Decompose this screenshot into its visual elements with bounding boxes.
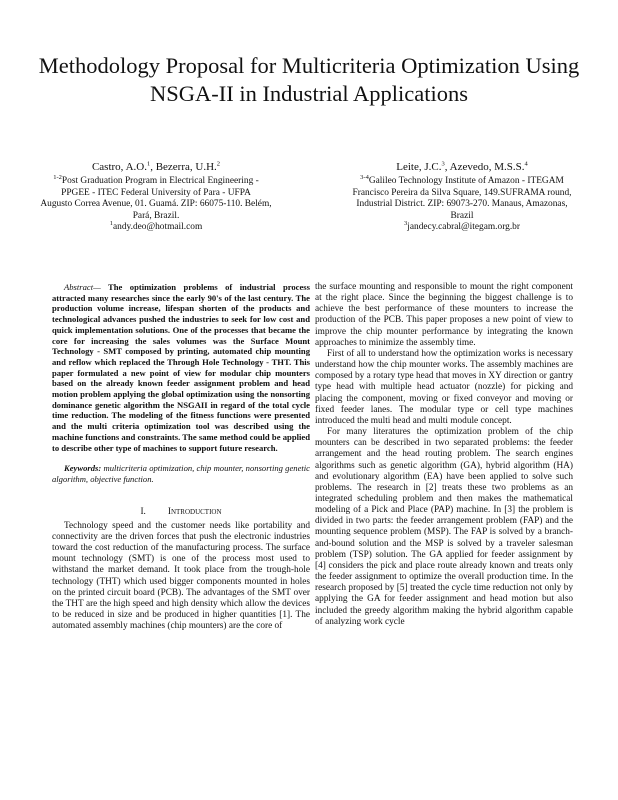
body-paragraph: Technology speed and the customer needs like portability and connectivity are the driven forces that push the electronic industries toward the cost reduction of the manufacturing process. The surface mount technology (SMT) is one of the process most used to withstand the market demand. It took place from the trough-hole technology (THT) which used bigger components mounted in holes on the printed circuit board (PCB). The advantages of the SMT over the THT are the high speed and high density which allow the devices to be reduced in size and be produced in higher quantities [1]. The automated assembly machines (chip mounters) are the core of [52, 520, 310, 632]
abstract [52, 282, 310, 453]
author-name: Castro, A.O. [91, 161, 147, 173]
email-sup: 3 [403, 220, 408, 228]
author-sup: 1 [146, 160, 151, 168]
email-text: jandecy.cabral@itegam.org.br [407, 222, 520, 233]
email-sup: 1 [109, 220, 113, 228]
keywords [52, 463, 310, 484]
body-paragraph: First of all to understand how the optimization works is necessary understand how the chip mounter works. The assembly machines are composed by a rotary type head that moves in XY direction or gantry type head with multiple head actuator (nozzle) for picking and placing the component, moving or fixed conveyor and moving or fixed feeder lanes. The modular type or cell type machines introduced the multi head and multi module concept. [315, 348, 573, 426]
author-name: Bezerra, U.H. [155, 161, 217, 173]
author-sup: 2 [216, 160, 221, 168]
author-names [6, 160, 306, 174]
affiliation-text: Galileo Technology Institute of Amazon - ITEGAM [368, 176, 564, 186]
affiliation-line: Pará, Brazil. [132, 210, 180, 221]
author-sup: 3 [441, 160, 445, 168]
affiliation-sup: 3-4 [360, 173, 369, 181]
body-paragraph: For many literatures the optimization problem of the chip mounters can be described in two separated problems: the feeder arrangement and the head routing problem. The search engines algorithms such as genetic algorithm (GA), hybrid algorithm (HA) and evolutionary algorithm (EA) have been applied to solve such problems. The research in [2] treats these two problems as an integrated scheduling problem and then makes the mathematical modeling of a Pick and Place (PAP) machine. In [3] the problem is divided in two parts: the feeder arrangement problem (FAP) and the mounting sequence problem (MSP). The FAP is solved by a branch-and-bound solution and the MSP is solved by a traveler salesman problem (TSP) solution. The GA applied for feeder assignment by [4] considers the pick and place route already known and treats only the feeder assignment to optimize the overall production time. In the research proposed by [5] treated the cycle time reduction not only by applying the GA for feeder assignment and head motion but also included the greedy algorithm making the hybrid algorithm capable of analyzing work cycle [315, 427, 573, 627]
author-block-left [6, 160, 306, 234]
author-names [312, 160, 612, 174]
body-paragraph: the surface mounting and responsible to mount the right component at the right place. Since the beginning the biggest challenge is to achieve the best performance of these mounters to increase the production of the PCB. This paper proposes a new point of view to improve the chip mounter performance by integrating the known approaches to minimize the assembly time. [315, 282, 573, 348]
affiliation-line [312, 173, 612, 188]
author-separator: , [444, 161, 450, 173]
affiliation-line [6, 173, 306, 188]
affiliation-line: Brazil [450, 210, 474, 221]
title-line-2: NSGA-II in Industrial Applications [149, 81, 469, 106]
keywords-label: Keywords: [64, 463, 102, 474]
affiliation-line: PPGEE - ITEC Federal University of Para - UFPA [61, 187, 251, 198]
affiliation-sup: 1-2 [53, 173, 62, 181]
affiliation-line: Augusto Correa Avenue, 01. Guamá. ZIP: 66075-110. Belém, [40, 199, 272, 210]
author-name: Leite, J.C. [396, 161, 442, 173]
right-column [315, 282, 573, 628]
keywords-text: multicriteria optimization, chip mounter, nonsorting genetic algorithm, objective function. [52, 463, 310, 484]
author-name: Azevedo, M.S.S. [449, 161, 525, 173]
affiliation-line: Francisco Pereira da Silva Square, 149.SUFRAMA round, [352, 187, 572, 198]
section-heading [52, 507, 310, 518]
abstract-label: Abstract— [64, 282, 101, 292]
author-block-right [312, 160, 612, 234]
author-email [312, 222, 612, 234]
author-sup: 4 [524, 160, 528, 168]
abstract-text: The optimization problems of industrial process attracted many researches since the early 90's of the last century. The production volume increase, lifespan shorten of the products and technological advances pushed the industries to seek for low cost and quick implementation solutions. One of the processes that became the core for increasing the sales volumes was the Surface Mount Technology - SMT composed by printing, automated chip mounting and reflow which replaced the Through Hole Technology - THT. This paper formulated a new point of view for modular chip mounters based on the already known feeder assignment problem and head motion problem applying the global optimization using the nonsorting dominance genetic algorithm the NSGAII in regard of the total cycle time reduction. The modeling of the fitness functions were presented and the multi criteria optimization tool was described using the machine functions and constraints. The same method could be applied to describe other type of machines to support future research. [52, 282, 310, 453]
left-column [52, 282, 310, 632]
title-line-1: Methodology Proposal for Multicriteria Optimization Using [38, 53, 580, 78]
affiliation-text: Post Graduation Program in Electrical Engineering - [61, 176, 259, 186]
paper-title [0, 52, 618, 108]
section-number: I. [140, 506, 146, 517]
email-text: andy.deo@hotmail.com [112, 222, 203, 233]
author-separator: , [150, 161, 156, 173]
author-email [6, 222, 306, 234]
section-title: Introduction [167, 506, 222, 517]
affiliation-line: Industrial District. ZIP: 69073-270. Manaus, Amazonas, [356, 199, 568, 210]
